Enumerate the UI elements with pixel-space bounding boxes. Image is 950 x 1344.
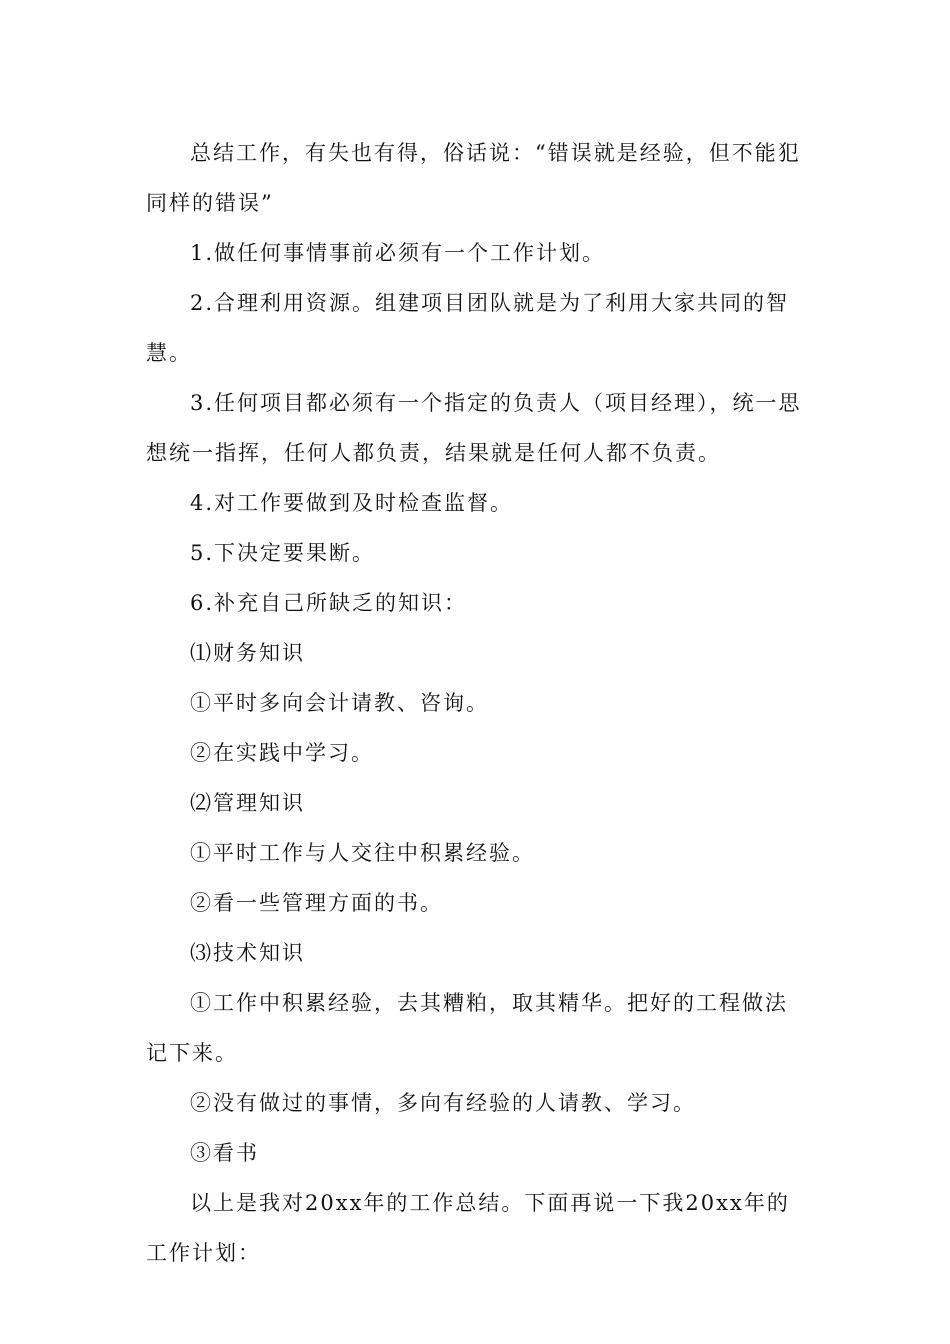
list-item-technical-3: ③看书 (190, 1141, 259, 1165)
list-item-technical-2: ②没有做过的事情，多向有经验的人请教、学习。 (190, 1091, 696, 1115)
paragraph-item-5: 5.下决定要果断。 (190, 541, 376, 565)
paragraph-item-2: 2.合理利用资源。组建项目团队就是为了利用大家共同的智慧。 (146, 291, 790, 365)
paragraph-intro: 总结工作，有失也有得，俗话说：“错误就是经验，但不能犯同样的错误” (146, 141, 801, 215)
subheading-finance: ⑴财务知识 (190, 641, 305, 665)
list-item-management-2: ②看一些管理方面的书。 (190, 891, 443, 915)
list-item-finance-2: ②在实践中学习。 (190, 741, 374, 765)
paragraph-item-4: 4.对工作要做到及时检查监督。 (190, 491, 514, 515)
list-item-finance-1: ①平时多向会计请教、咨询。 (190, 691, 489, 715)
list-item-management-1: ①平时工作与人交往中积累经验。 (190, 841, 535, 865)
subheading-technical: ⑶技术知识 (190, 941, 305, 965)
document-body (146, 128, 810, 1278)
paragraph-closing: 以上是我对20xx年的工作总结。下面再说一下我20xx年的工作计划： (146, 1191, 790, 1265)
paragraph-item-1: 1.做任何事情事前必须有一个工作计划。 (190, 241, 606, 265)
paragraph-item-3: 3.任何项目都必须有一个指定的负责人（项目经理），统一思想统一指挥，任何人都负责，结果就是任何人都不负责。 (146, 391, 802, 465)
list-item-technical-1: ①工作中积累经验，去其糟粕，取其精华。把好的工程做法记下来。 (146, 991, 788, 1065)
subheading-management: ⑵管理知识 (190, 791, 305, 815)
paragraph-item-6: 6.补充自己所缺乏的知识： (190, 591, 468, 615)
